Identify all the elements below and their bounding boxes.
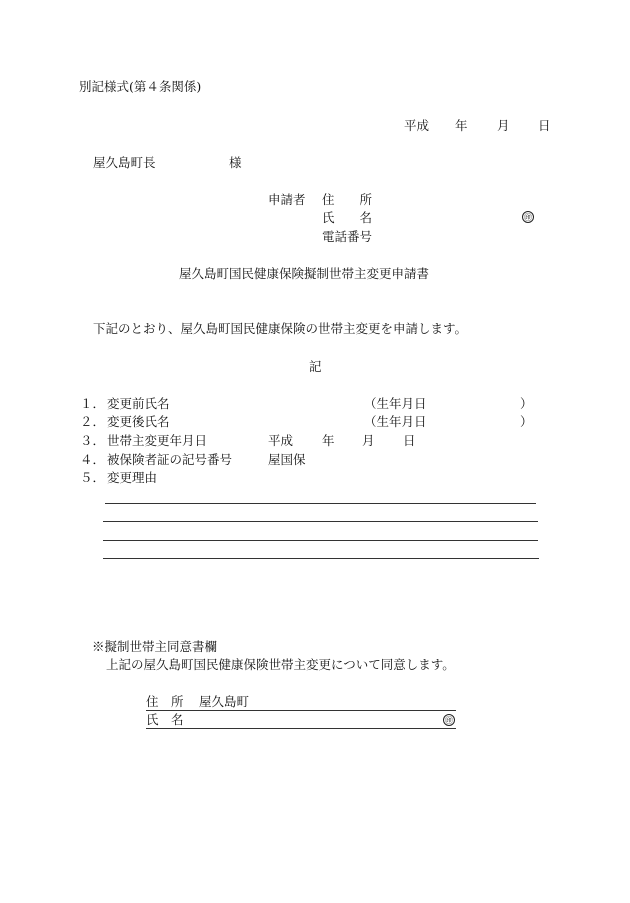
date-month: 月 — [497, 118, 510, 133]
item-label: 世帯主変更年月日 — [107, 433, 208, 448]
address-underline — [146, 710, 456, 711]
item-label: 被保険者証の記号番号 — [107, 452, 233, 467]
birthdate-label: （生年月日 — [364, 396, 427, 411]
item-number: ３． — [80, 433, 106, 448]
item-number: １． — [80, 396, 106, 411]
applicant-name-label: 氏 名 — [322, 210, 373, 225]
item-label: 変更前氏名 — [107, 396, 170, 411]
addressee-honorific: 様 — [229, 155, 242, 170]
writing-line — [103, 521, 538, 522]
date-day: 日 — [538, 118, 551, 133]
writing-line — [103, 540, 538, 541]
writing-line — [105, 503, 536, 504]
item-number: ４． — [80, 452, 106, 467]
ki-heading: 記 — [309, 359, 322, 374]
item-number: ２． — [80, 414, 106, 429]
consent-seal-icon: ㊞ — [445, 716, 453, 725]
item-label: 変更理由 — [107, 470, 158, 485]
item-number: ５． — [80, 470, 106, 485]
applicant-seal-icon: ㊞ — [524, 213, 532, 222]
item-year: 年 — [322, 433, 335, 448]
applicant-address-label: 住 所 — [322, 192, 373, 207]
date-year: 年 — [455, 118, 468, 133]
item-month: 月 — [362, 433, 375, 448]
intro-text: 下記のとおり、屋久島町国民健康保険の世帯主変更を申請します。 — [93, 321, 468, 336]
consent-heading: ※擬制世帯主同意書欄 — [92, 639, 218, 654]
consent-address-label: 住 所 — [146, 694, 184, 709]
close-paren: ） — [520, 414, 533, 429]
document-title: 屋久島町国民健康保険擬制世帯主変更申請書 — [179, 266, 430, 281]
applicant-phone-label: 電話番号 — [322, 229, 373, 244]
addressee-name: 屋久島町長 — [93, 155, 156, 170]
consent-text: 上記の屋久島町国民健康保険世帯主変更について同意します。 — [106, 657, 455, 672]
applicant-label: 申請者 — [268, 192, 306, 207]
birthdate-label: （生年月日 — [364, 414, 427, 429]
consent-address-value: 屋久島町 — [199, 694, 250, 709]
item-value: 屋国保 — [268, 452, 306, 467]
form-label: 別記様式(第４条関係) — [79, 79, 202, 94]
consent-name-label: 氏 名 — [146, 712, 184, 727]
writing-line — [103, 558, 539, 559]
item-day: 日 — [403, 433, 416, 448]
close-paren: ） — [520, 396, 533, 411]
item-label: 変更後氏名 — [107, 414, 170, 429]
name-underline — [146, 728, 456, 729]
date-era: 平成 — [404, 118, 430, 133]
item-era: 平成 — [268, 433, 294, 448]
